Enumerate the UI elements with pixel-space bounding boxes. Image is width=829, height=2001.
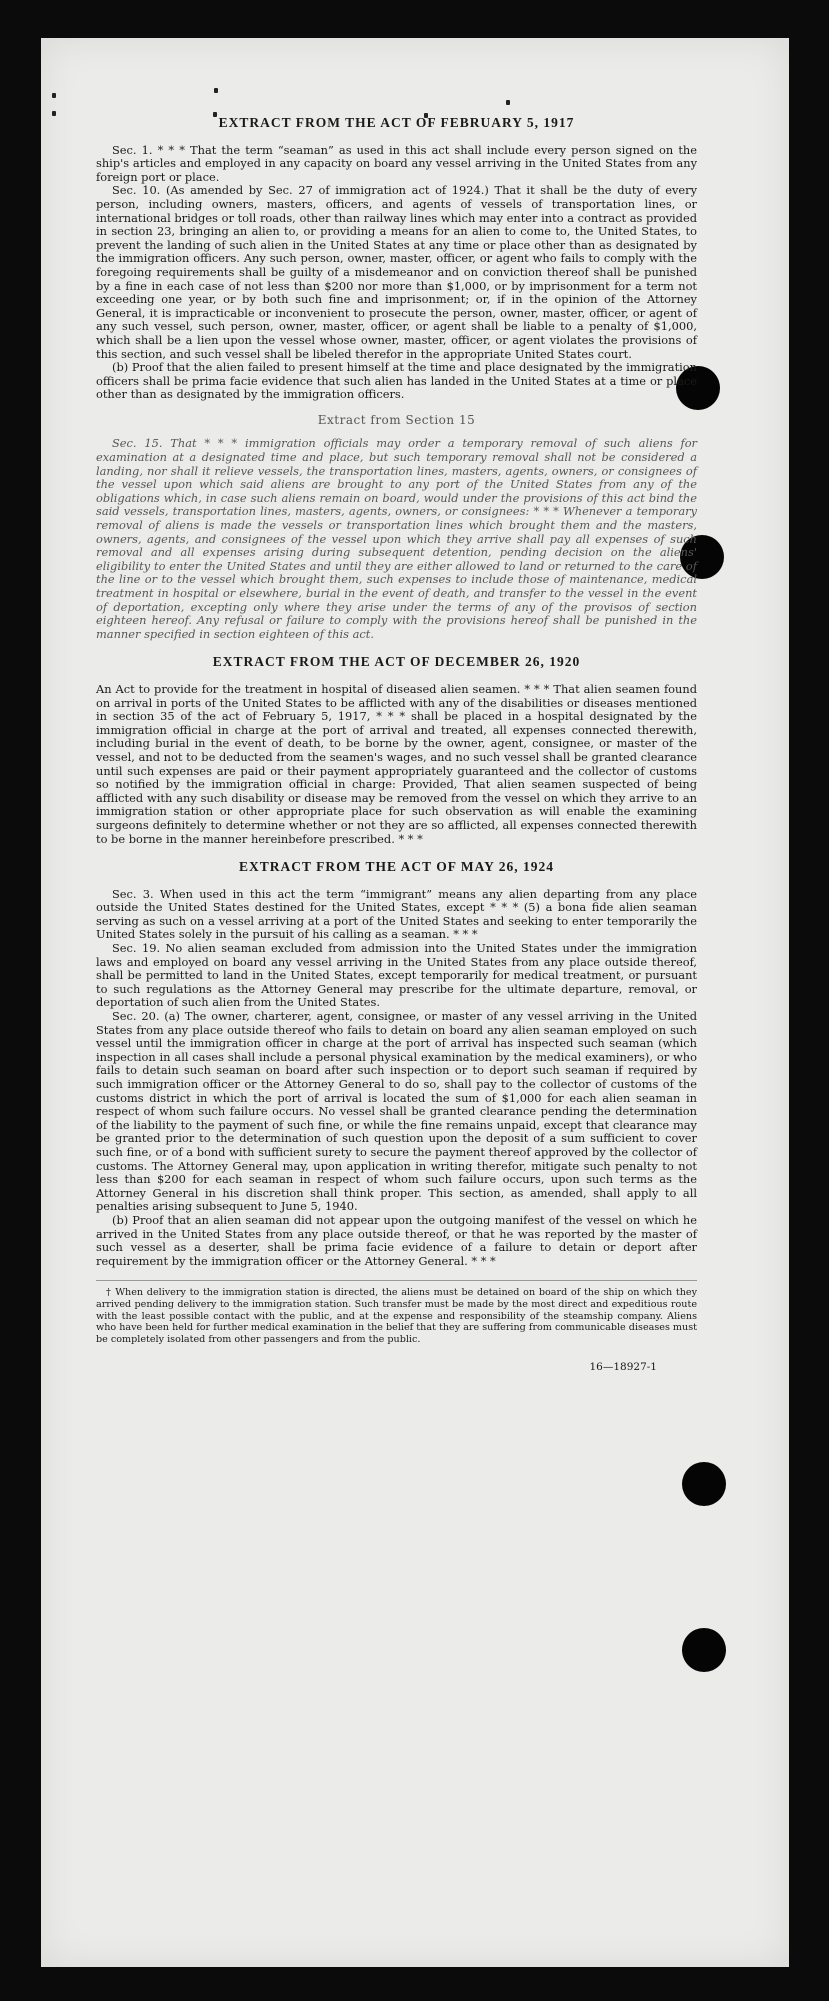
section-1: Sec. 1. * * * That the term “seaman” as used in this act shall include every person signed on the ship's articles and employed in any capacity on board any vessel arriving in the United States from any foreign port or place. <box>96 142 697 184</box>
ink-speck <box>52 93 56 98</box>
section-3: Sec. 3. When used in this act the term “immigrant” means any alien departing from any place outside the United States destined for the United States, except * * * (5) a bona fide alien seaman serving as such on a vessel arriving at a port of the United States and seeking to enter temporarily the United States solely in the pursuit of his calling as a seaman. * * * <box>96 886 697 942</box>
punch-hole <box>682 1462 726 1506</box>
ink-speck <box>506 100 510 105</box>
document-number: 16—18927-1 <box>589 1361 657 1374</box>
section-10: Sec. 10. (As amended by Sec. 27 of immigration act of 1924.) That it shall be the duty of every person, including owners, masters, officers, and agents of vessels of transportation lines, or international bridges or toll roads, other than railway lines which may enter into a contract as provided in section 23, bringing an alien to, or providing a means for an alien to come to, the United States, to prevent the landing of such alien in the United States at any time or place other than as designated by the immigration officers. Any such person, owner, master, officer, or agent who fails to comply with the foregoing requirements shall be guilty of a misdemeanor and on conviction thereof shall be punished by a fine in each case of not less than $200 nor more than $1,000, or by imprisonment for a term not exceeding one year, or by both such fine and imprisonment; or, if in the opinion of the Attorney General, it is impracticable or inconvenient to prosecute the person, owner, master, officer, or agent of any such vessel, such person, owner, master, officer, or agent shall be liable to a penalty of $1,000, which shall be a lien upon the vessel whose owner, master, officer, or agent violates the provisions of this section, and such vessel shall be libeled therefor in the appropriate United States court. <box>96 183 697 361</box>
footnote <box>96 1280 697 1345</box>
heading-act-1920: EXTRACT FROM THE ACT OF DECEMBER 26, 1920 <box>212 654 581 670</box>
heading-act-1917: EXTRACT FROM THE ACT OF FEBRUARY 5, 1917 <box>218 115 575 130</box>
document-body <box>96 108 697 1375</box>
section-15: Sec. 15. That * * * immigration officials may order a temporary removal of such aliens for examination at a designated time and place, but such temporary removal shall not be considered a landing, nor shall it relieve vessels, the transportation lines, masters, agents, owners, or consignees of the vessel upon which said aliens are brought to any port of the United States from any of the obligations which, in case such aliens remain on board, would under the provisions of this act bind the said vessels, transportation lines, masters, agents, owners, or consignees: * * * Whenever a temporary removal of aliens is made the vessels or transportation lines which brought them and the masters, owners, agents, and consignees of the vessel upon which they arrive shall pay all expenses of such removal and all expenses arising during subsequent detention, pending decision on the aliens' eligibility to enter the United States and until they are either allowed to land or returned to the care of the line or to the vessel which brought them, such expenses to include those of maintenance, medical treatment in hospital or elsewhere, burial in the event of death, and transfer to the vessel in the event of deportation, excepting only where they arise under the terms of any of the provisos of section eighteen hereof. Any refusal or failure to comply with the provisions hereof shall be punished in the manner specified in section eighteen of this act. <box>96 436 697 641</box>
act-1920-text: An Act to provide for the treatment in hospital of diseased alien seamen. * * * That alien seamen found on arrival in ports of the United States to be afflicted with any of the disabilities or diseases mentioned in section 35 of the act of February 5, 1917, * * * shall be placed in a hospital designated by the immigration official in charge at the port of arrival and treated, all expenses connected therewith, including burial in the event of death, to be borne by the owner, agent, consignee, or master of the vessel, and not to be deducted from the seamen's wages, and no such vessel shall be granted clearance until such expenses are paid or their payment appropriately guaranteed and the collector of customs so notified by the immigration official in charge: Provided, That alien seamen suspected of being afflicted with any such disability or disease may be removed from the vessel on which they arrive to an immigration station or other appropriate place for such observation as will enable the examining surgeons definitely to determine whether or not they are so afflicted, all expenses connected therewith to be borne in the manner hereinbefore prescribed. * * * <box>96 681 697 846</box>
section-19: Sec. 19. No alien seaman excluded from admission into the United States under the immigration laws and employed on board any vessel arriving in the United States from any place outside thereof, shall be permitted to land in the United States, except temporarily for medical treatment, or pursuant to such regulations as the Attorney General may prescribe for the ultimate departure, removal, or deportation of such alien from the United States. <box>96 941 697 1010</box>
section-10b: (b) Proof that the alien failed to present himself at the time and place designated by the immigration officers shall be prima facie evidence that such alien has landed in the United States at a time or place other than as designated by the immigration officers. <box>96 360 697 402</box>
ink-speck <box>52 111 56 116</box>
ink-speck <box>214 88 218 93</box>
section-20: Sec. 20. (a) The owner, charterer, agent, consignee, or master of any vessel arriving in the United States from any place outside thereof who fails to detain on board any alien seaman employed on such vessel until the immigration officer in charge at the port of arrival has inspected such seaman (which inspection in all cases shall include a personal physical examination by the medical examiners), or who fails to detain such seaman on board after such inspection or to deport such seaman if required by such immigration officer or the Attorney General to do so, shall pay to the collector of customs of the customs district in which the port of arrival is located the sum of $1,000 for each alien seaman in respect of whom such failure occurs. No vessel shall be granted clearance pending the determination of the liability to the payment of such fine, or while the fine remains unpaid, except that clearance may be granted prior to the determination of such question upon the deposit of a sum sufficient to cover such fine, or of a bond with sufficient surety to secure the payment thereof approved by the collector of customs. The Attorney General may, upon application in writing therefor, mitigate such penalty to not less than $200 for each seaman in respect of whom such failure occurs, upon such terms as the Attorney General in his discretion shall think proper. This section, as amended, shall apply to all penalties arising subsequent to June 5, 1940. <box>96 1009 697 1214</box>
section-20b: (b) Proof that an alien seaman did not appear upon the outgoing manifest of the vessel on which he arrived in the United States from any place outside thereof, or that he was reported by the master of such vessel as a deserter, shall be prima facie evidence of a failure to detain or deport after requirement by the immigration officer or the Attorney General. * * * <box>96 1212 697 1268</box>
heading-act-1924: EXTRACT FROM THE ACT OF MAY 26, 1924 <box>238 859 555 875</box>
punch-hole <box>682 1628 726 1672</box>
subheading-section-15: Extract from Section 15 <box>317 412 476 427</box>
footnote-text: † When delivery to the immigration station is directed, the aliens must be detained on board of the ship on which they arrived pending delivery to the immigration station. Such transfer must be made by the most direct and expeditious route with the least possible contact with the public, and at the expense and responsibility of the steamship company. Aliens who have been held for further medical examination in the belief that they are suffering from communicable diseases must be completely isolated from other passengers and from the public. <box>96 1287 697 1345</box>
